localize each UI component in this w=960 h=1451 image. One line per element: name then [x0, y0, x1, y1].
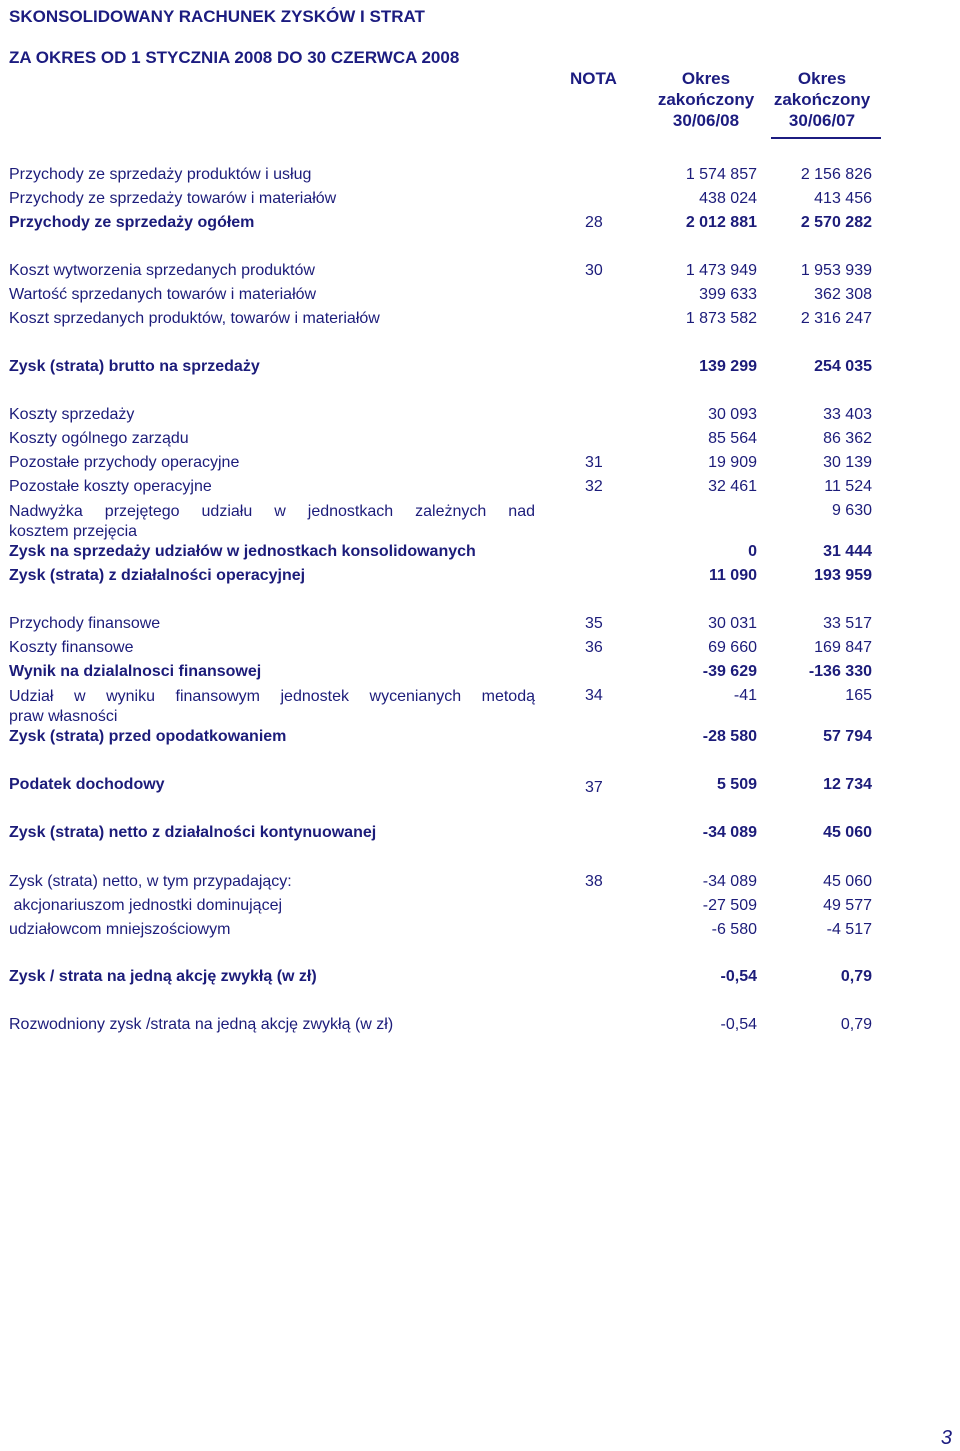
row-label: Zysk (strata) brutto na sprzedaży — [9, 358, 260, 375]
row-value-2008: 438 024 — [699, 190, 757, 207]
row-value-2008: 19 909 — [708, 454, 757, 471]
row-value-2008: -0,54 — [720, 968, 757, 985]
row-label: Koszty ogólnego zarządu — [9, 430, 189, 447]
table-row — [0, 687, 960, 725]
row-value-2008: 1 873 582 — [685, 310, 757, 327]
row-value-2008: 32 461 — [708, 478, 757, 495]
row-value-2008: 30 093 — [708, 406, 757, 423]
table-row — [0, 358, 960, 380]
header-nota: NOTA — [570, 69, 617, 88]
row-value-2007: 193 959 — [814, 567, 872, 584]
row-label: Zysk (strata) netto, w tym przypadający: — [9, 873, 292, 890]
row-nota: 38 — [585, 873, 603, 890]
row-label: Zysk (strata) przed opodatkowaniem — [9, 728, 287, 745]
row-value-2008: 5 509 — [716, 776, 757, 793]
report-title: SKONSOLIDOWANY RACHUNEK ZYSKÓW I STRAT — [9, 7, 425, 26]
row-value-2007: 33 403 — [823, 406, 872, 423]
row-value-2007: 0,79 — [840, 1016, 872, 1033]
row-label: Pozostałe przychody operacyjne — [9, 454, 240, 471]
row-label: Zysk (strata) z działalności operacyjnej — [9, 567, 306, 584]
row-value-2007: 9 630 — [831, 502, 872, 519]
row-label: Koszty sprzedaży — [9, 406, 135, 423]
table-row — [0, 406, 960, 428]
table-row — [0, 478, 960, 500]
table-row — [0, 824, 960, 846]
header-col-2008-line3: 30/06/08 — [672, 111, 740, 130]
row-label: Przychody ze sprzedaży ogółem — [9, 214, 255, 231]
row-nota: 30 — [585, 262, 603, 279]
report-period: ZA OKRES OD 1 STYCZNIA 2008 DO 30 CZERWCA 2008 — [9, 48, 460, 67]
row-value-2008: 11 090 — [708, 567, 757, 584]
row-value-2007: 57 794 — [823, 728, 872, 745]
row-value-2007: 12 734 — [823, 776, 872, 793]
table-row — [0, 543, 960, 565]
row-label: Koszt sprzedanych produktów, towarów i materiałów — [9, 310, 380, 327]
row-value-2007: 49 577 — [823, 897, 872, 914]
row-value-2008: -27 509 — [702, 897, 757, 914]
row-value-2007: 254 035 — [814, 358, 872, 375]
row-value-2007: 2 316 247 — [800, 310, 872, 327]
row-label: Pozostałe koszty operacyjne — [9, 478, 212, 495]
row-value-2007: 362 308 — [814, 286, 872, 303]
row-nota: 34 — [585, 687, 603, 704]
header-underline — [771, 137, 881, 139]
row-nota: 35 — [585, 615, 603, 632]
row-label-line2: praw własności — [9, 708, 118, 725]
row-value-2007: 45 060 — [823, 824, 872, 841]
table-row — [0, 454, 960, 476]
row-value-2007: 2 156 826 — [800, 166, 872, 183]
table-row — [0, 262, 960, 284]
row-label: akcjonariuszom jednostki dominującej — [9, 897, 283, 914]
table-row — [0, 310, 960, 332]
header-col-2007-line3: 30/06/07 — [788, 111, 856, 130]
table-row — [0, 921, 960, 943]
header-col-2008-line1: Okres — [681, 69, 731, 88]
row-value-2008: -34 089 — [702, 873, 757, 890]
row-value-2008: 69 660 — [708, 639, 757, 656]
row-value-2007: 2 570 282 — [800, 214, 872, 231]
row-label: Zysk (strata) netto z działalności kontynuowanej — [9, 824, 377, 841]
table-row — [0, 286, 960, 308]
row-label: Przychody finansowe — [9, 615, 161, 632]
row-value-2008: -28 580 — [702, 728, 757, 745]
row-value-2007: 413 456 — [814, 190, 872, 207]
row-label: Koszty finansowe — [9, 639, 134, 656]
row-value-2007: 86 362 — [823, 430, 872, 447]
table-row — [0, 190, 960, 212]
row-label: Przychody ze sprzedaży produktów i usług — [9, 166, 312, 183]
page-number: 3 — [940, 1427, 952, 1449]
table-row — [0, 663, 960, 685]
table-row — [0, 873, 960, 895]
row-value-2007: -4 517 — [826, 921, 872, 938]
row-value-2007: 169 847 — [814, 639, 872, 656]
row-label: Przychody ze sprzedaży towarów i materiałów — [9, 190, 337, 207]
row-value-2008: -0,54 — [720, 1016, 757, 1033]
row-label: Rozwodniony zysk /strata na jedną akcję zwykłą (w zł) — [9, 1016, 394, 1033]
row-value-2007: 165 — [845, 687, 872, 704]
row-value-2008: -39 629 — [702, 663, 757, 680]
table-row — [0, 968, 960, 990]
row-label-line1: Nadwyżka przejętego udziału w jednostkach zależnych nad — [9, 503, 535, 520]
row-value-2007: -136 330 — [808, 663, 872, 680]
header-col-2007 — [762, 68, 882, 131]
row-value-2007: 30 139 — [823, 454, 872, 471]
row-label: Zysk na sprzedaży udziałów w jednostkach konsolidowanych — [9, 543, 476, 560]
row-value-2007: 11 524 — [824, 478, 872, 495]
row-label: Podatek dochodowy — [9, 776, 165, 793]
row-label: udziałowcom mniejszościowym — [9, 921, 231, 938]
row-nota: 36 — [585, 639, 603, 656]
row-value-2007: 33 517 — [823, 615, 872, 632]
row-nota: 32 — [585, 478, 603, 495]
row-value-2007: 45 060 — [823, 873, 872, 890]
table-row — [0, 728, 960, 750]
table-row — [0, 430, 960, 452]
row-label: Zysk / strata na jedną akcję zwykłą (w zł) — [9, 968, 317, 985]
row-value-2008: 2 012 881 — [685, 214, 757, 231]
header-col-2007-line2: zakończony — [773, 90, 871, 109]
row-label-line2: kosztem przejęcia — [9, 523, 138, 540]
row-label: Koszt wytworzenia sprzedanych produktów — [9, 262, 315, 279]
table-row — [0, 502, 960, 540]
row-label — [9, 687, 535, 727]
row-value-2008: -41 — [733, 687, 757, 704]
row-value-2007: 1 953 939 — [800, 262, 872, 279]
table-row — [0, 214, 960, 236]
row-value-2008: -34 089 — [702, 824, 757, 841]
table-row — [0, 897, 960, 919]
row-label — [9, 502, 535, 542]
row-value-2007: 31 444 — [823, 543, 872, 560]
header-col-2007-line1: Okres — [797, 69, 847, 88]
table-row — [0, 776, 960, 798]
table-row — [0, 615, 960, 637]
header-col-2008 — [646, 68, 766, 131]
table-row — [0, 639, 960, 661]
row-nota: 31 — [585, 454, 603, 471]
row-value-2008: 30 031 — [708, 615, 757, 632]
row-value-2007: 0,79 — [840, 968, 872, 985]
row-label: Wynik na dzialalnosci finansowej — [9, 663, 262, 680]
row-value-2008: 1 473 949 — [685, 262, 757, 279]
row-value-2008: 1 574 857 — [685, 166, 757, 183]
row-label-line1: Udział w wyniku finansowym jednostek wycenianych metodą — [9, 688, 535, 705]
row-nota: 28 — [585, 214, 603, 231]
row-value-2008: 399 633 — [699, 286, 757, 303]
row-value-2008: 139 299 — [699, 358, 757, 375]
row-nota: 37 — [585, 779, 603, 796]
table-row — [0, 166, 960, 188]
row-label: Wartość sprzedanych towarów i materiałów — [9, 286, 317, 303]
row-value-2008: -6 580 — [711, 921, 757, 938]
table-row — [0, 1016, 960, 1038]
header-col-2008-line2: zakończony — [657, 90, 755, 109]
row-value-2008: 85 564 — [708, 430, 757, 447]
row-value-2008: 0 — [748, 543, 757, 560]
table-row — [0, 567, 960, 589]
